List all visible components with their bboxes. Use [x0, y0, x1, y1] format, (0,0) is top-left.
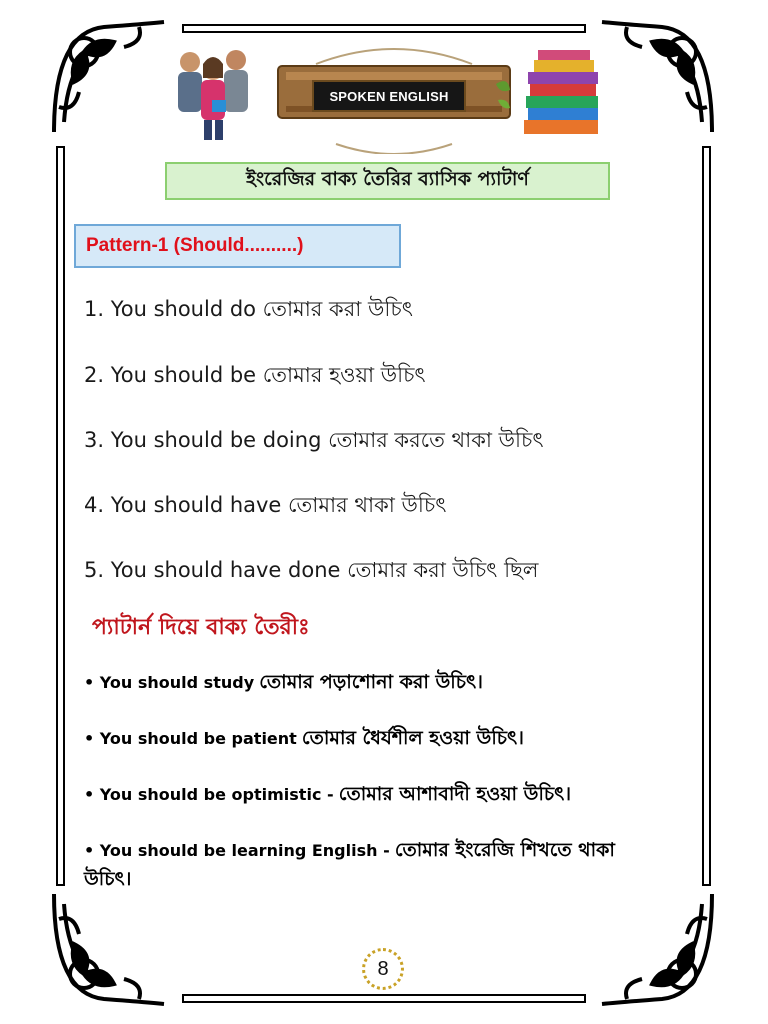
page-number: 8 — [362, 948, 404, 990]
frame-right-bar — [702, 146, 711, 886]
sign-label: SPOKEN ENGLISH — [312, 80, 466, 112]
example-item — [84, 668, 684, 700]
example-english: • You should be patient — [84, 729, 297, 748]
students-illustration — [168, 42, 258, 142]
pattern-line: 4. You should have তোমার থাকা উচিৎ — [84, 493, 447, 517]
books-illustration — [520, 46, 604, 142]
ornament-corner-top-right — [592, 12, 722, 142]
example-bangla: তোমার পড়াশোনা করা উচিৎ। — [259, 671, 483, 693]
frame-left-bar — [56, 146, 65, 886]
frame-top-bar — [182, 24, 586, 33]
pattern-line: 3. You should be doing তোমার করতে থাকা উচিৎ — [84, 428, 544, 452]
ornament-corner-top-left — [44, 12, 174, 142]
pattern-line: 5. You should have done তোমার করা উচিৎ ছিল — [84, 558, 539, 582]
ornament-corner-bottom-right — [592, 884, 722, 1014]
example-bangla: তোমার আশাবাদী হওয়া উচিৎ। — [338, 783, 572, 805]
frame-bottom-bar — [182, 994, 586, 1003]
pattern-line: 2. You should be তোমার হওয়া উচিৎ — [84, 363, 426, 387]
example-bangla: তোমার ধৈর্যশীল হওয়া উচিৎ। — [301, 727, 524, 749]
example-item — [84, 836, 664, 894]
example-bangla: তোমার ইংরেজি শিখতে থাকা উচিৎ। — [84, 839, 615, 890]
section-heading: প্যাটার্ন দিয়ে বাক্য তৈরীঃ — [92, 615, 310, 640]
example-item — [84, 724, 684, 756]
example-english: • You should be optimistic - — [84, 785, 334, 804]
pattern-line: 1. You should do তোমার করা উচিৎ — [84, 297, 413, 321]
example-item — [84, 780, 684, 812]
example-english: • You should study — [84, 673, 255, 692]
example-english: • You should be learning English - — [84, 841, 390, 860]
ornament-corner-bottom-left — [44, 884, 174, 1014]
page-title: ইংরেজির বাক্য তৈরির ব্যাসিক প্যাটার্ণ — [165, 162, 610, 200]
pattern-label: Pattern-1 (Should..........) — [74, 224, 401, 268]
